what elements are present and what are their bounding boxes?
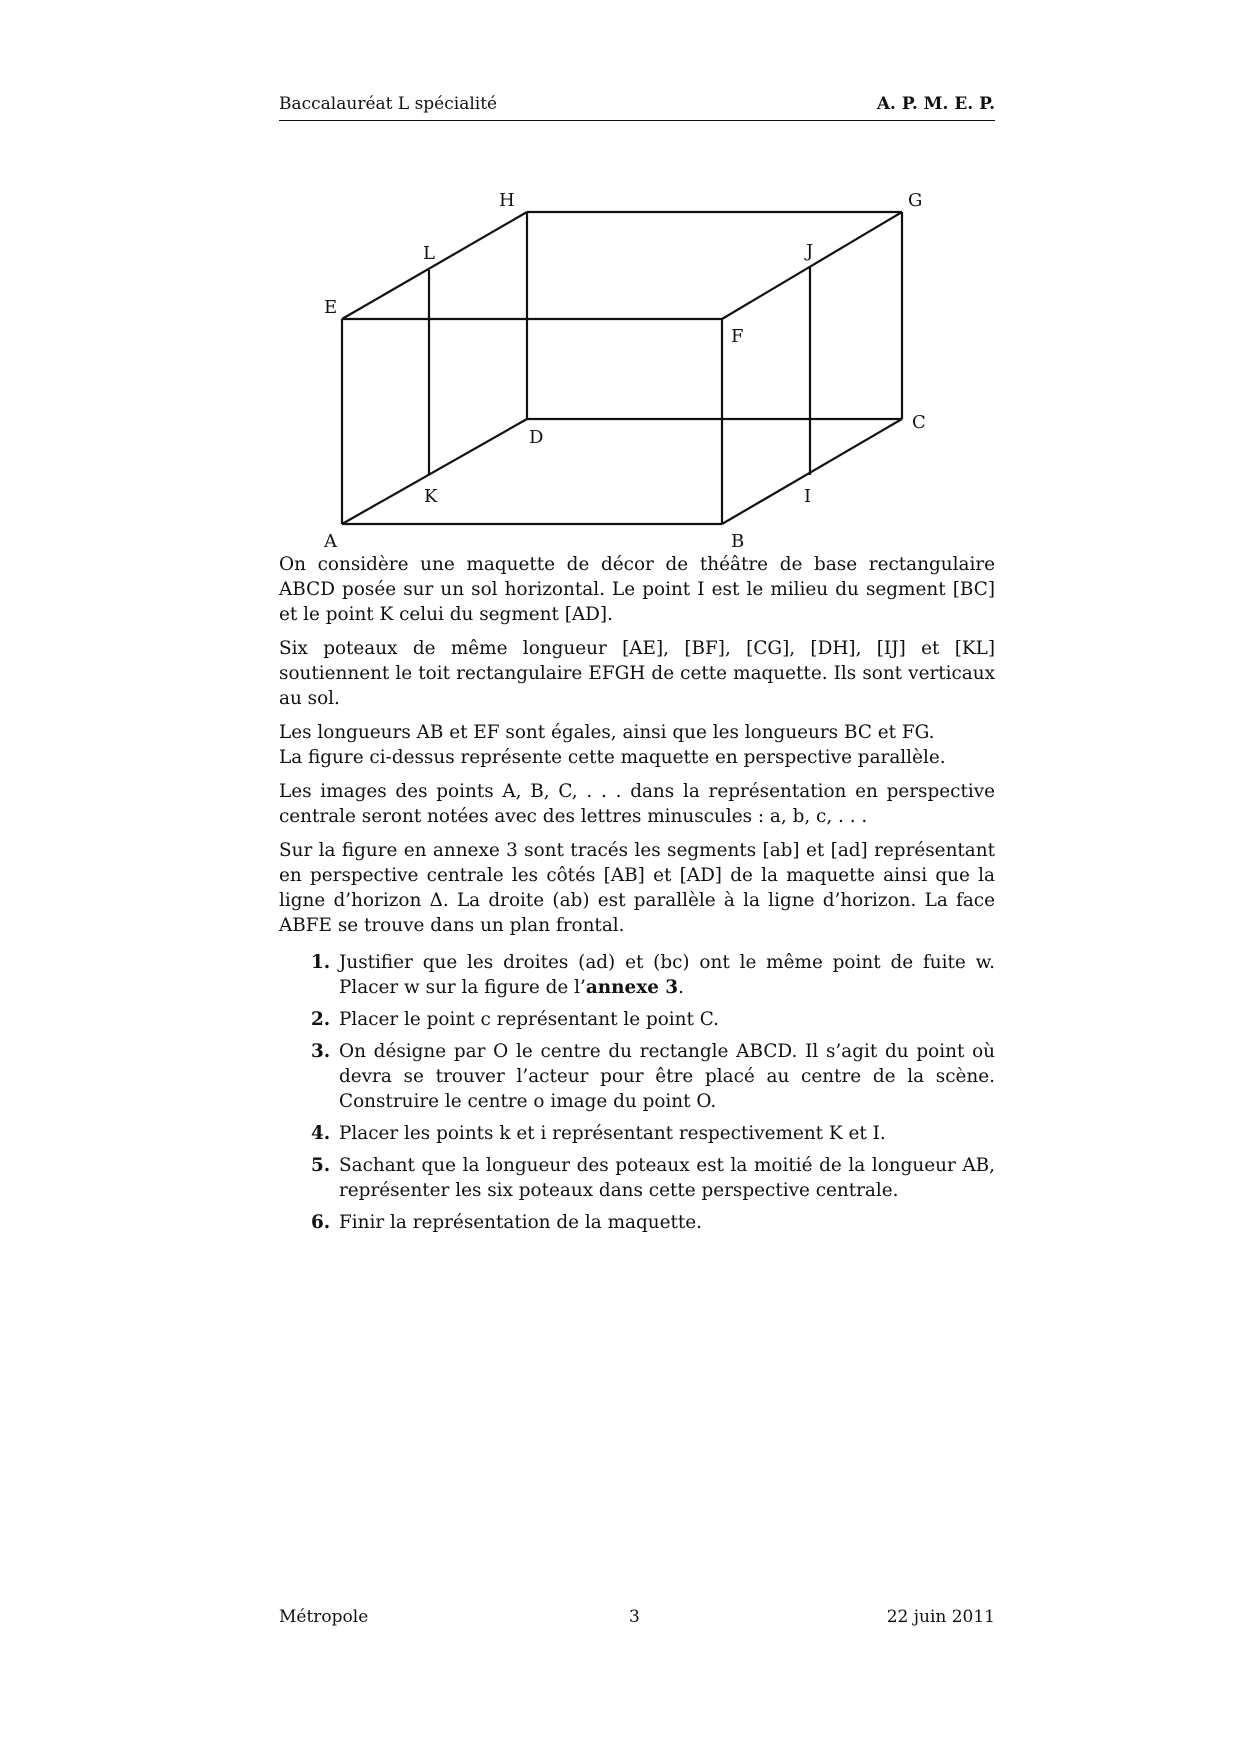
question-text: Sachant que la longueur des poteaux est la moitié de la longueur AB, représenter les six poteaux dans cette perspective centrale. [339,1155,995,1201]
question-number: 5. [311,1155,331,1176]
label-j: J [806,241,814,262]
edge-fg [722,212,902,319]
label-h: H [499,190,515,211]
label-f: F [731,326,744,347]
question-text: Placer les points k et i représentant respectivement K et I. [339,1123,886,1144]
question-text: Finir la représentation de la maquette. [339,1212,702,1233]
question-text: Justifier que les droites (ad) et (bc) ont le même point de fuite w. Placer w sur la figure de l’ [339,952,995,998]
page-number: 3 [629,1607,640,1627]
question-number: 2. [311,1009,331,1030]
question-item [279,1210,995,1235]
edge-ad [342,419,527,524]
paragraph-poteaux: Six poteaux de même longueur [AE], [BF], [CG], [DH], [IJ] et [KL] soutiennent le toit rectangulaire EFGH de cette maquette. Ils sont verticaux au sol. [279,638,995,709]
edge-eh [342,212,527,319]
figure-labels [323,190,926,552]
footer-location: Métropole [279,1607,369,1627]
question-item [279,1121,995,1146]
question-item [279,1007,995,1032]
question-number: 1. [311,952,331,973]
question-list [279,950,995,1235]
header-apmep: A. P. M. E. P. [876,94,995,114]
parallelepiped-figure [0,0,1240,560]
paragraph-images: Les images des points A, B, C, . . . dans la représentation en perspective centrale seront notées avec des lettres minuscules : a, b, c, . . . [279,781,995,827]
paragraph-longueurs: Les longueurs AB et EF sont égales, ainsi que les longueurs BC et FG. [279,722,935,743]
label-k: K [424,486,438,507]
question-number: 6. [311,1212,331,1233]
footer-date: 22 juin 2011 [886,1607,995,1627]
label-b: B [731,531,745,552]
question-number: 4. [311,1123,331,1144]
question-text: Placer le point c représentant le point C. [339,1009,720,1030]
question-item [279,950,995,1000]
annexe-reference: annexe 3 [585,977,679,998]
edge-bc [722,419,902,524]
exercise-body [279,552,995,1242]
question-number: 3. [311,1041,331,1062]
question-item [279,1039,995,1114]
paragraph-annexe: Sur la figure en annexe 3 sont tracés les segments [ab] et [ad] représentant en perspective centrale les côtés [AB] et [AD] de la maquette ainsi que la ligne d’horizon Δ. La droite (ab) est parallèle à la ligne d’horizon. La face ABFE se trouve dans un plan frontal. [279,840,995,936]
label-i: I [804,486,812,507]
label-d: D [529,427,544,448]
label-e: E [324,297,338,318]
header-title: Baccalauréat L spécialité [279,94,498,114]
question-item [279,1153,995,1203]
label-l: L [423,243,435,264]
paragraph-figure: La figure ci-dessus représente cette maquette en perspective parallèle. [279,747,946,768]
label-a: A [324,531,337,552]
paragraph-base: On considère une maquette de décor de théâtre de base rectangulaire ABCD posée sur un sol horizontal. Le point I est le milieu du segment [BC] et le point K celui du segment [AD]. [279,554,995,625]
label-g: G [908,190,923,211]
question-text-end: . [678,977,684,998]
question-text: On désigne par O le centre du rectangle ABCD. Il s’agit du point où devra se trouver l’acteur pour être placé au centre de la scène. Construire le centre o image du point O. [339,1041,995,1112]
label-c: C [912,412,926,433]
